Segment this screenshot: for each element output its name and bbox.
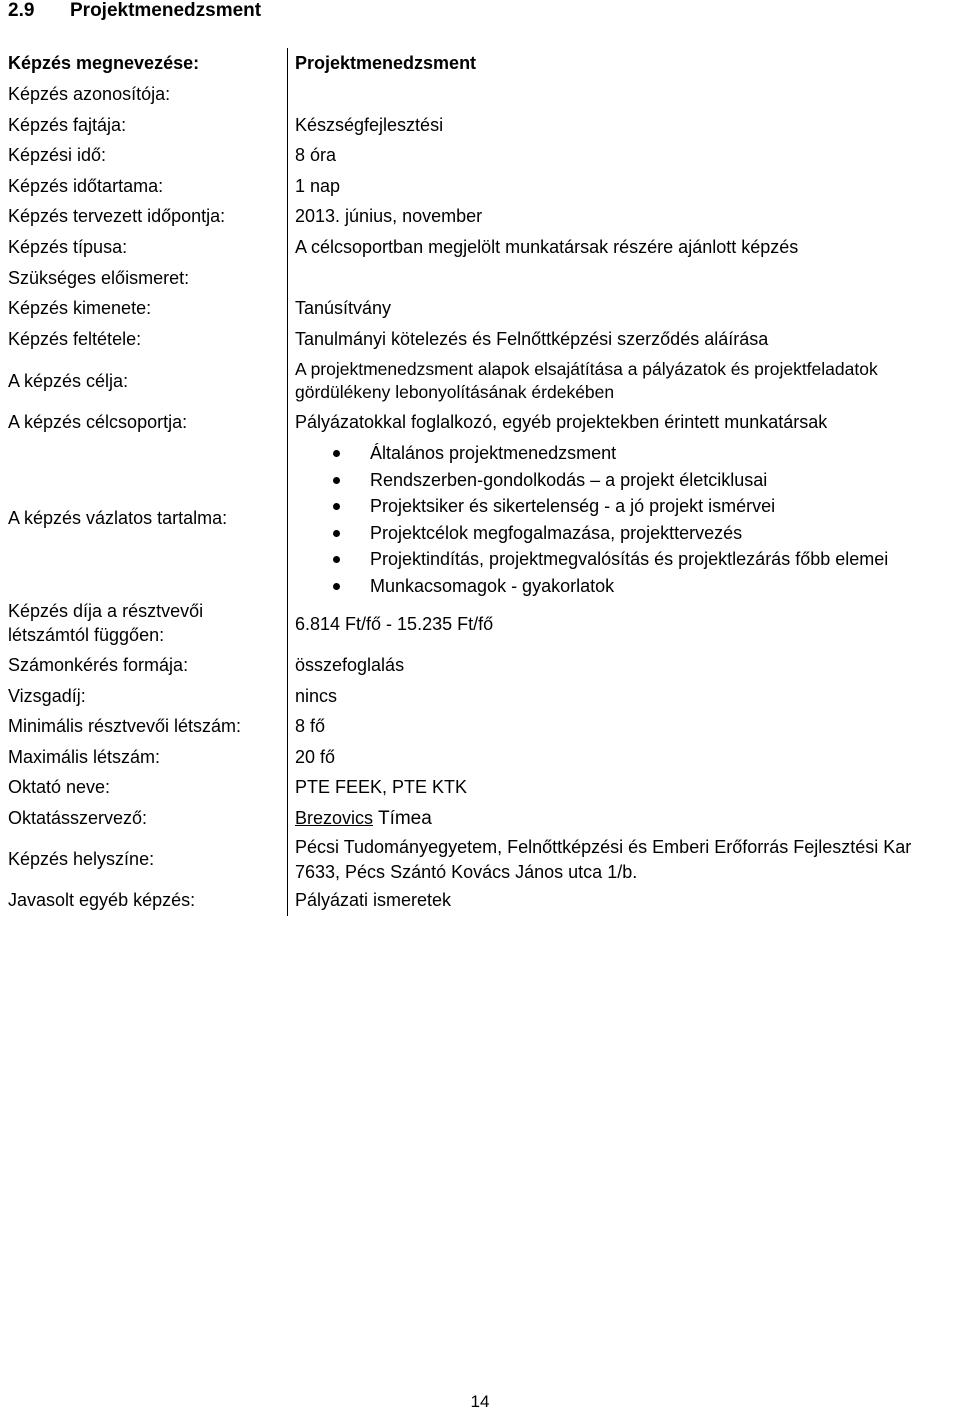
list-item-text: Projektcélok megfogalmazása, projekttervezés [370,522,743,543]
szervezo-surname: Brezovics [295,808,374,828]
tartalom-list [295,440,955,599]
page-number: 14 [470,1392,490,1411]
label-helyszin: Képzés helyszíne: [8,849,155,869]
list-item-text: Rendszerben-gondolkodás – a projekt életciklusai [370,469,768,490]
szervezo-firstname: Tímea [373,808,432,829]
list-item [295,520,955,547]
label-cel: A képzés célja: [8,371,129,391]
label-azonosito: Képzés azonosítója: [8,84,171,104]
label-tartalom: A képzés vázlatos tartalma: [8,508,228,528]
value-tipus: A célcsoportban megjelölt munkatársak részére ajánlott képzés [295,237,799,257]
value-vizsgadij: nincs [295,686,338,706]
section-heading [8,0,261,22]
value-kimenet: Tanúsítvány [295,298,392,318]
list-item [295,573,955,600]
value-helyszin-line1: Pécsi Tudományegyetem, Felnőttképzési és Emberi Erőforrás Fejlesztési Kar [295,837,912,857]
list-item-text: Általános projektmenedzsment [370,443,617,463]
value-helyszin-line2: 7633, Pécs Szántó Kovács János utca 1/b. [295,862,638,882]
list-item [295,467,955,494]
value-oktato: PTE FEEK, PTE KTK [295,777,468,797]
list-item-text: Munkacsomagok - gyakorlatok [370,575,615,596]
bullet-icon [333,450,340,457]
label-celcsoport: A képzés célcsoportja: [8,412,188,432]
value-cel-line1: A projektmenedzsment alapok elsajátítása a pályázatok és projektfeladatok [295,359,878,379]
label-megnevezes: Képzés megnevezése: [8,53,200,73]
value-celcsoport: Pályázatokkal foglalkozó, egyéb projektekben érintett munkatársak [295,412,828,432]
label-idotartam: Képzés időtartama: [8,176,164,196]
section-title: Projektmenedzsment [70,0,262,21]
label-tipus: Képzés típusa: [8,237,128,257]
value-idopont: 2013. június, november [295,206,483,226]
label-kimenet: Képzés kimenete: [8,298,152,318]
label-min: Minimális résztvevői létszám: [8,716,242,736]
list-item [295,493,955,520]
label-szamonkeres: Számonkérés formája: [8,655,189,675]
label-oktato: Oktató neve: [8,777,111,797]
label-dij-line1: Képzés díja a résztvevői [8,601,204,621]
label-max: Maximális létszám: [8,747,161,767]
list-item-text: Projektindítás, projektmegvalósítás és projektlezárás főbb elemei [370,549,889,569]
label-idopont: Képzés tervezett időpontja: [8,206,226,226]
label-vizsgadij: Vizsgadíj: [8,686,86,706]
list-item-text: Projektsiker és sikertelenség - a jó projekt ismérvei [370,496,776,516]
value-idotartam: 1 nap [295,176,341,196]
label-ido: Képzési idő: [8,145,107,165]
bullet-icon [333,556,340,563]
section-number: 2.9 [8,0,35,21]
value-ido: 8 óra [295,145,337,165]
value-max: 20 fő [295,747,336,767]
value-szamonkeres: összefoglalás [295,655,405,675]
bullet-icon [333,477,340,484]
value-feltetel: Tanulmányi kötelezés és Felnőttképzési szerződés aláírása [295,329,769,349]
label-fajta: Képzés fajtája: [8,115,127,135]
bullet-icon [333,583,340,590]
bullet-icon [333,530,340,537]
value-megnevezes: Projektmenedzsment [295,53,477,73]
bullet-icon [333,503,340,510]
list-item [295,546,955,573]
value-fajta: Készségfejlesztési [295,115,444,135]
label-feltetel: Képzés feltétele: [8,329,142,349]
label-eloismeret: Szükséges előismeret: [8,268,190,288]
label-szervezo: Oktatásszervező: [8,808,148,828]
label-javasolt: Javasolt egyéb képzés: [8,890,196,910]
value-szervezo [295,807,955,830]
label-dij-line2: létszámtól függően: [8,625,165,645]
value-javasolt: Pályázati ismeretek [295,890,452,910]
list-item [295,440,955,467]
column-divider [287,48,288,916]
value-min: 8 fő [295,716,326,736]
value-cel-line2: gördülékeny lebonyolításának érdekében [295,382,615,402]
value-dij: 6.814 Ft/fő - 15.235 Ft/fő [295,614,494,634]
